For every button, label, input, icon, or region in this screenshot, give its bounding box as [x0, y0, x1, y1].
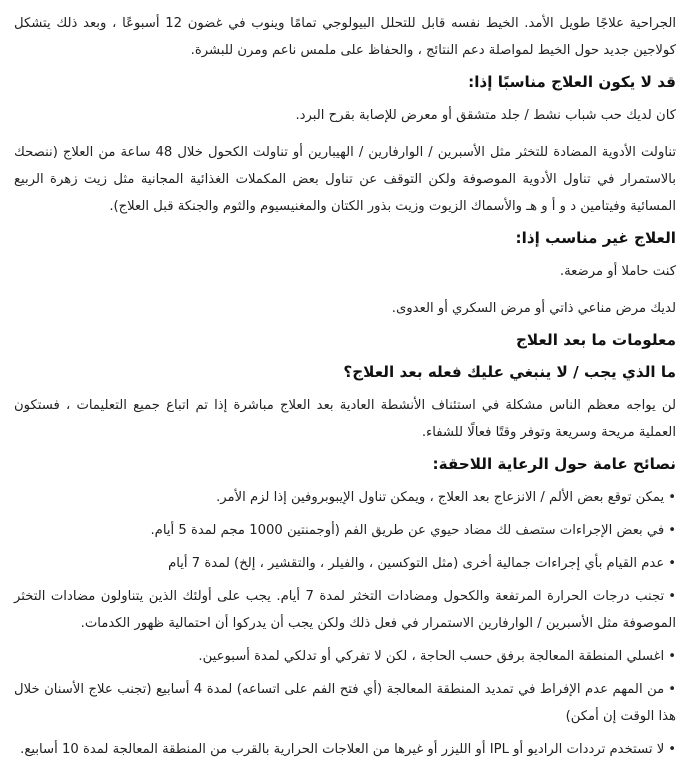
list-item — [14, 643, 676, 670]
after-treatment-heading: معلومات ما بعد العلاج — [515, 331, 676, 349]
list-item — [14, 517, 676, 544]
bullet-icon: • — [668, 556, 676, 571]
bullet-icon: • — [668, 649, 676, 664]
bullet-icon: • — [668, 682, 676, 697]
aftercare-tips-heading: نصائح عامة حول الرعاية اللاحقة: — [432, 455, 676, 473]
list-item — [14, 550, 676, 577]
not-suitable-heading: قد لا يكون العلاج مناسبًا إذا: — [468, 73, 676, 91]
unsuitable-paragraph-2: لديك مرض مناعي ذاتي أو مرض السكري أو العدوى. — [391, 301, 676, 316]
not-suitable-paragraph-1: كان لديك حب شباب نشط / جلد متشقق أو معرض للإصابة بقرح البرد. — [295, 108, 676, 123]
bullet-icon: • — [668, 490, 676, 505]
aftercare-tips-list — [14, 484, 676, 763]
list-item-text: تجنب درجات الحرارة المرتفعة والكحول ومضادات التخثر لمدة 7 أيام. يجب على أولئك الذين يتناولون مضادات التخثر الموصوفة مثل الأسبرين / الوارفارين الاستمرار في فعل ذلك ولكن يجب أن يدركوا أن احتمالية ظهور الكدمات. — [14, 589, 676, 631]
unsuitable-heading: العلاج غير مناسب إذا: — [515, 229, 676, 247]
list-item-text: يمكن توقع بعض الألم / الانزعاج بعد العلاج ، ويمكن تناول الإيبوبروفين إذا لزم الأمر. — [216, 490, 665, 505]
bullet-icon: • — [668, 589, 676, 604]
list-item-text: في بعض الإجراءات ستصف لك مضاد حيوي عن طريق الفم (أوجمنتين 1000 مجم لمدة 5 أيام. — [150, 523, 665, 538]
intro-paragraph: الجراحية علاجًا طويل الأمد. الخيط نفسه قابل للتحلل البيولوجي تمامًا وينوب في غضون 12 أسبوعًا ، وبعد ذلك يتشكل كولاجين جديد حول الخيط لمواصلة دعم النتائج ، والحفاظ على ملمس ناعم ومرن للبشرة. — [14, 16, 677, 58]
dos-and-donts-heading: ما الذي يجب / لا ينبغي عليك فعله بعد العلاج؟ — [343, 363, 676, 381]
list-item — [14, 484, 676, 511]
list-item-text: عدم القيام بأي إجراءات جمالية أخرى (مثل التوكسين ، والفيلر ، والتقشير ، إلخ) لمدة 7 أيام — [168, 556, 665, 571]
list-item-text: اغسلي المنطقة المعالجة برفق حسب الحاجة ، لكن لا تفركي أو تدلكي لمدة أسبوعين. — [198, 649, 665, 664]
dos-and-donts-paragraph: لن يواجه معظم الناس مشكلة في استئناف الأنشطة العادية بعد العلاج مباشرة إذا تم اتباع جميع التعليمات ، فستكون العملية مريحة وسريعة وتوفر وقتًا فعالًا للشفاء. — [14, 398, 676, 440]
list-item — [14, 736, 676, 763]
list-item — [14, 676, 676, 730]
not-suitable-paragraph-2: تناولت الأدوية المضادة للتخثر مثل الأسبرين / الوارفارين / الهيبارين أو تناولت الكحول خلال 48 ساعة من العلاج (ننصحك بالاستمرار في تناول الأدوية الموصوفة ولكن التوقف عن تناول بعض المكملات الغذائية المجانية مثل زيت زهرة الربيع المسائية وفيتامين د و أ و هـ والأسماك الزيوت وزيت بذور الكتان والمغنيسيوم والثوم والجنكة قبل العلاج). — [14, 145, 676, 214]
bullet-icon: • — [668, 742, 676, 757]
bullet-icon: • — [668, 523, 676, 538]
list-item — [14, 583, 676, 637]
list-item-text: لا تستخدم ترددات الراديو أو IPL أو الليزر أو غيرها من العلاجات الحرارية بالقرب من المنطقة المعالجة لمدة 10 أسابيع. — [20, 742, 665, 757]
list-item-text: من المهم عدم الإفراط في تمديد المنطقة المعالجة (أي فتح الفم على اتساعه) لمدة 4 أسابيع (تجنب علاج الأسنان خلال هذا الوقت إن أمكن) — [14, 682, 676, 724]
unsuitable-paragraph-1: كنت حاملا أو مرضعة. — [559, 264, 676, 279]
